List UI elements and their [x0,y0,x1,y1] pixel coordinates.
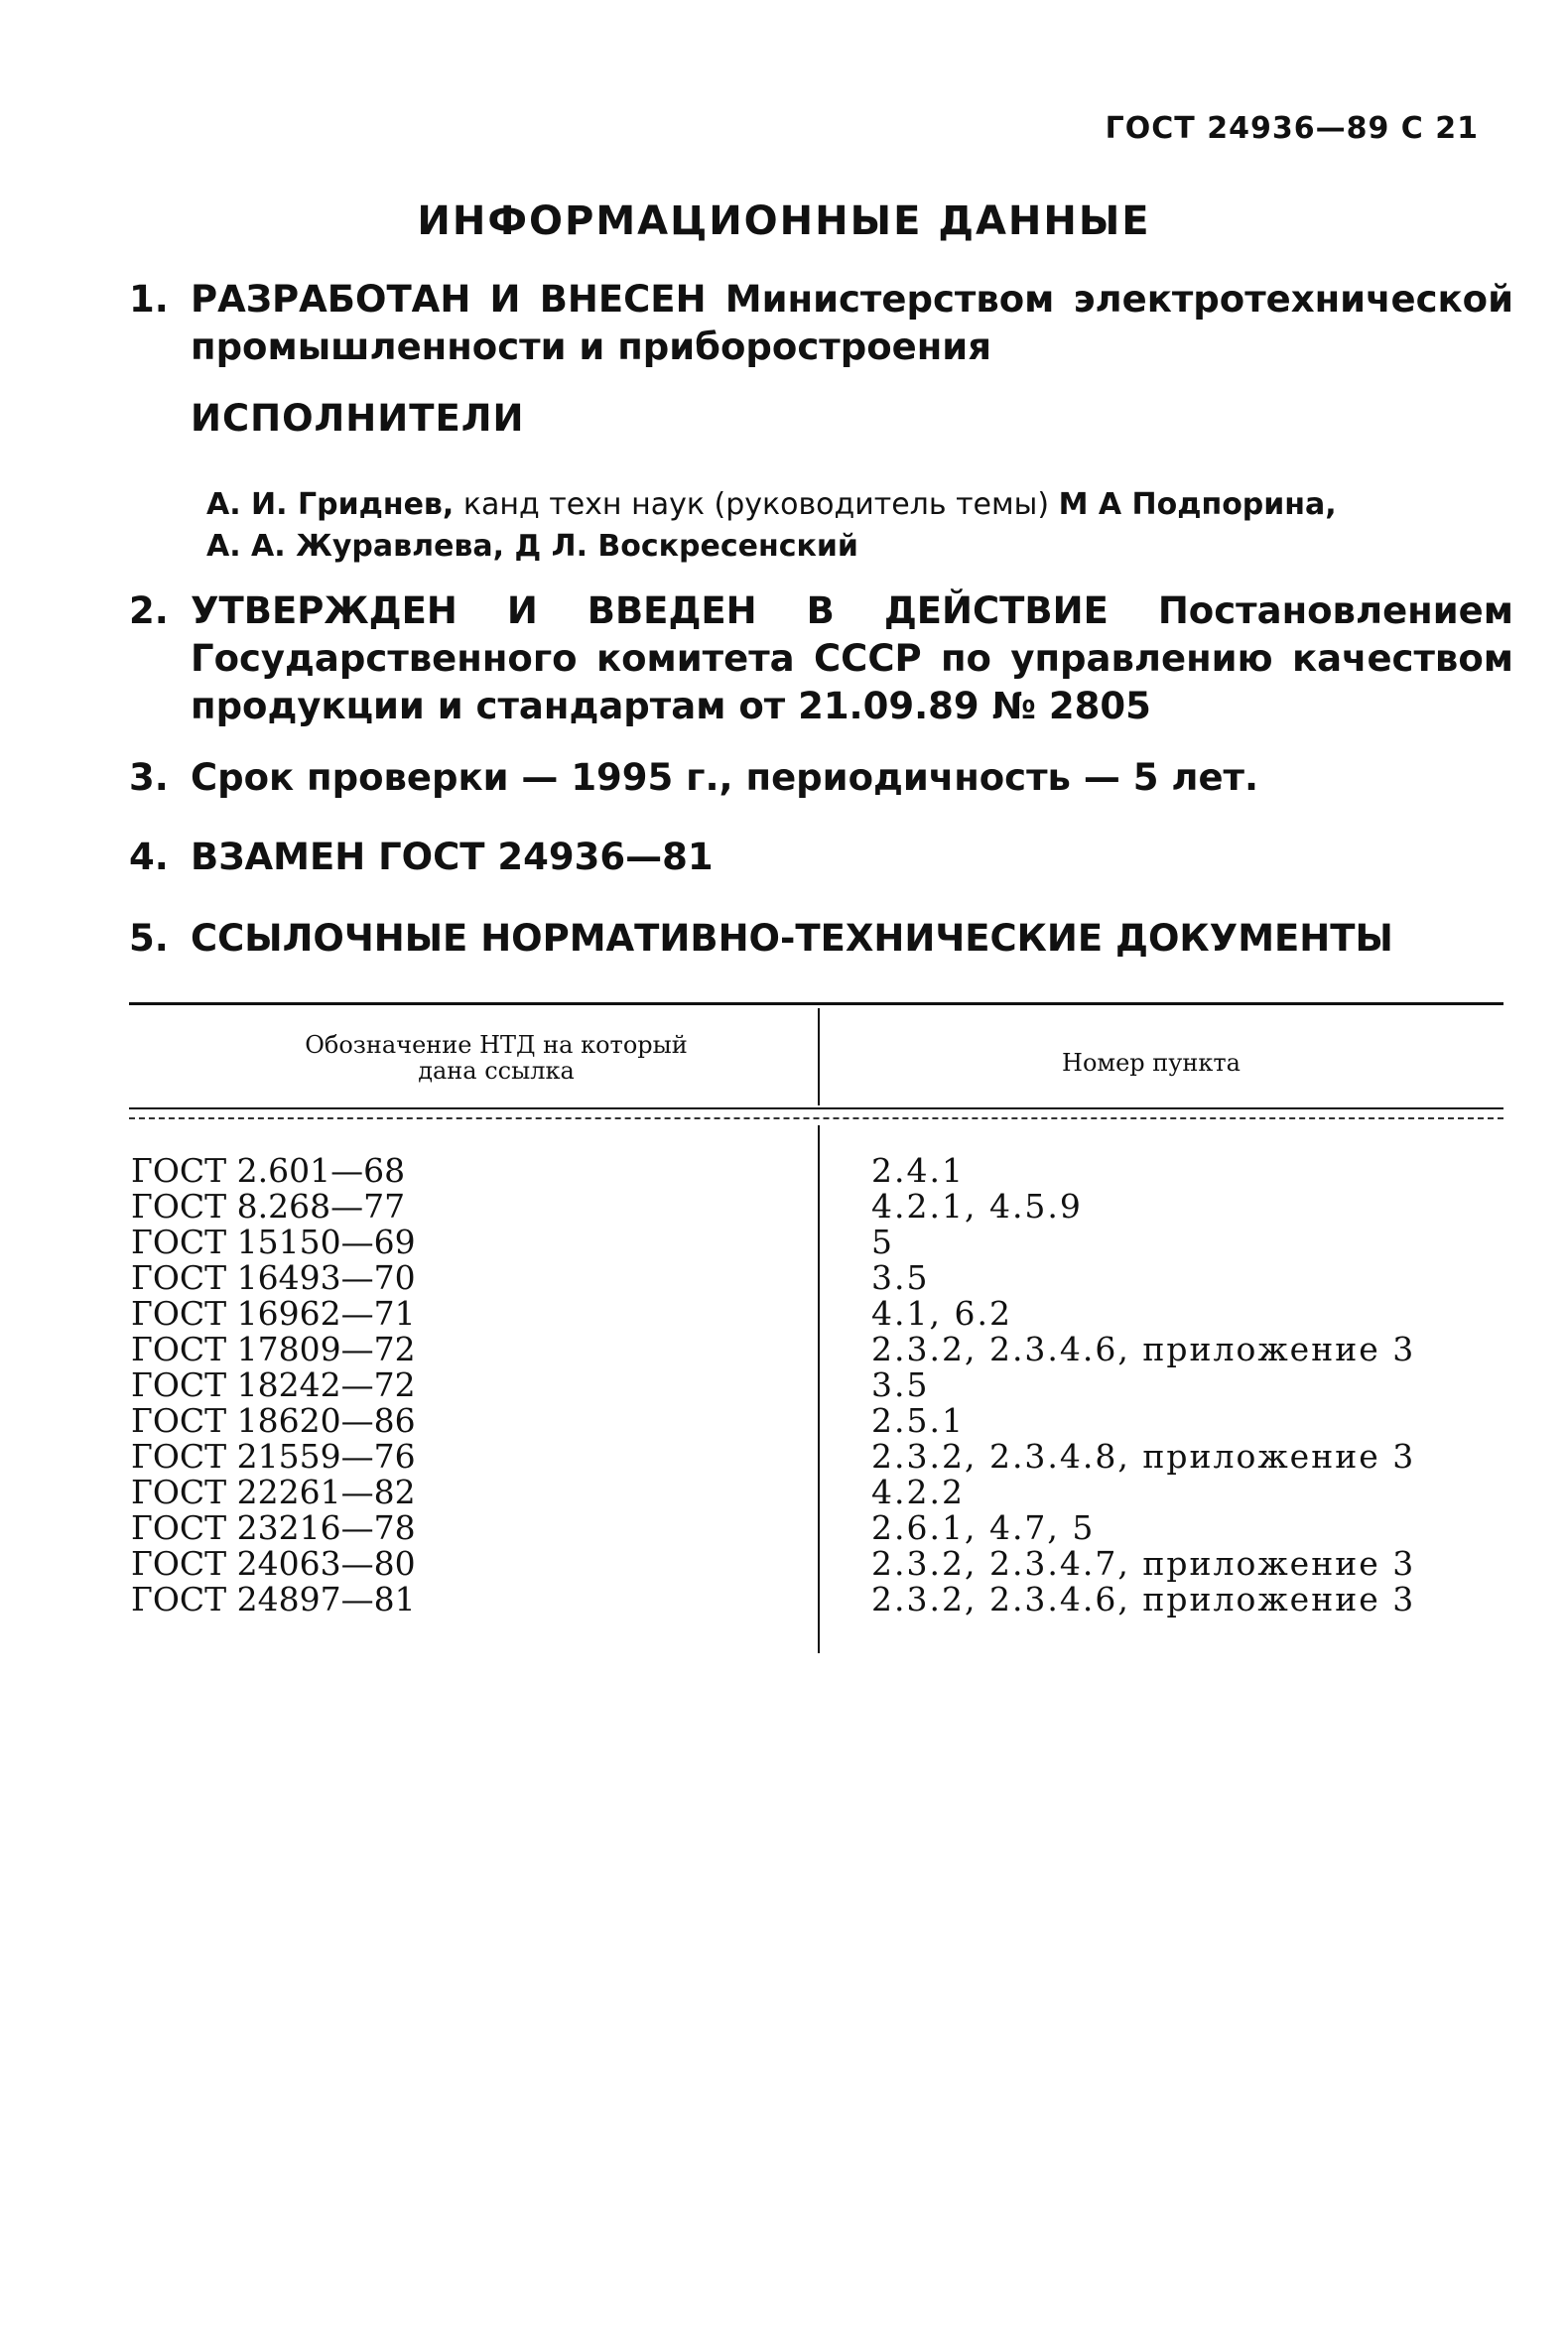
cell-document: ГОСТ 18620—86 [131,1401,416,1440]
cell-document: ГОСТ 18242—72 [131,1365,416,1404]
cell-clause: 2.3.2, 2.3.4.7, приложение 3 [871,1544,1416,1583]
cell-clause: 2.3.2, 2.3.4.6, приложение 3 [871,1330,1416,1368]
column-header-document [218,1032,774,1084]
table-row [129,1296,1503,1332]
table-row [129,1475,1503,1510]
table-header-divider [818,1008,820,1105]
cell-document: ГОСТ 17809—72 [131,1330,416,1368]
cell-clause: 4.2.2 [871,1473,965,1511]
cell-clause: 5 [871,1223,894,1261]
cell-document: ГОСТ 24063—80 [131,1544,416,1583]
page-title: ИНФОРМАЦИОННЫЕ ДАННЫЕ [417,198,1151,244]
table-row [129,1367,1503,1403]
cell-document: ГОСТ 23216—78 [131,1508,416,1547]
item-number: 4. [129,836,169,878]
item-text: Срок проверки — 1995 г., периодичность — 5 лет. [191,756,1259,799]
executor-name: А. И. Гриднев, [206,487,455,522]
cell-document: ГОСТ 22261—82 [131,1473,416,1511]
table-header-dashed-rule [129,1117,1503,1119]
column-header-clause: Номер пункта [1062,1049,1241,1077]
table-row [129,1189,1503,1225]
table-row [129,1225,1503,1260]
cell-document: ГОСТ 24897—81 [131,1580,416,1618]
table-row [129,1582,1503,1617]
table-row [129,1153,1503,1189]
cell-clause: 4.2.1, 4.5.9 [871,1187,1083,1226]
item-number: 5. [129,917,169,960]
cell-document: ГОСТ 16493—70 [131,1258,416,1297]
executor-name: М А Подпорина, [1058,487,1337,522]
cell-clause: 2.4.1 [871,1151,965,1190]
item-number: 2. [129,589,169,632]
column-header-line: Обозначение НТД на который [305,1031,688,1059]
table-row [129,1332,1503,1367]
item-number: 3. [129,756,169,799]
item-text: ВЗАМЕН ГОСТ 24936—81 [191,836,714,878]
cell-clause: 3.5 [871,1365,930,1404]
table-row [129,1439,1503,1475]
table-body [129,1153,1503,1617]
item-text: ССЫЛОЧНЫЕ НОРМАТИВНО-ТЕХНИЧЕСКИЕ ДОКУМЕНТЫ [191,917,1393,960]
cell-clause: 2.5.1 [871,1401,965,1440]
item-3 [129,754,1513,802]
item-2 [129,587,1513,730]
cell-document: ГОСТ 8.268—77 [131,1187,406,1226]
table-top-rule [129,1002,1503,1005]
executors-heading: ИСПОЛНИТЕЛИ [191,397,525,440]
cell-clause: 2.6.1, 4.7, 5 [871,1508,1096,1547]
cell-document: ГОСТ 2.601—68 [131,1151,406,1190]
table-row [129,1546,1503,1582]
table-header-rule [129,1107,1503,1109]
column-header-line: дана ссылка [418,1057,575,1085]
cell-document: ГОСТ 15150—69 [131,1223,416,1261]
table-row [129,1403,1503,1439]
executor-role: канд техн наук (руководитель темы) [454,487,1059,522]
cell-clause: 2.3.2, 2.3.4.6, приложение 3 [871,1580,1416,1618]
executor-names: А. А. Журавлева, Д Л. Воскресенский [206,529,858,564]
table-row [129,1510,1503,1546]
item-4 [129,834,1513,881]
item-5 [129,915,1513,963]
table-row [129,1260,1503,1296]
item-1 [129,276,1513,371]
cell-document: ГОСТ 21559—76 [131,1437,416,1476]
item-text: УТВЕРЖДЕН И ВВЕДЕН В ДЕЙСТВИЕ Постановлением Государственного комитета СССР по управлению качеством продукции и стандартам от 21.09.89 № 2805 [191,589,1513,727]
running-header: ГОСТ 24936—89 С 21 [1105,111,1479,146]
item-text: РАЗРАБОТАН И ВНЕСЕН Министерством электротехнической промышленности и приборостроения [191,278,1513,368]
cell-clause: 3.5 [871,1258,930,1297]
cell-clause: 4.1, 6.2 [871,1294,1012,1333]
cell-clause: 2.3.2, 2.3.4.8, приложение 3 [871,1437,1416,1476]
executors-list [206,484,1511,568]
cell-document: ГОСТ 16962—71 [131,1294,416,1333]
item-number: 1. [129,278,169,321]
reference-table [129,1002,1503,1657]
